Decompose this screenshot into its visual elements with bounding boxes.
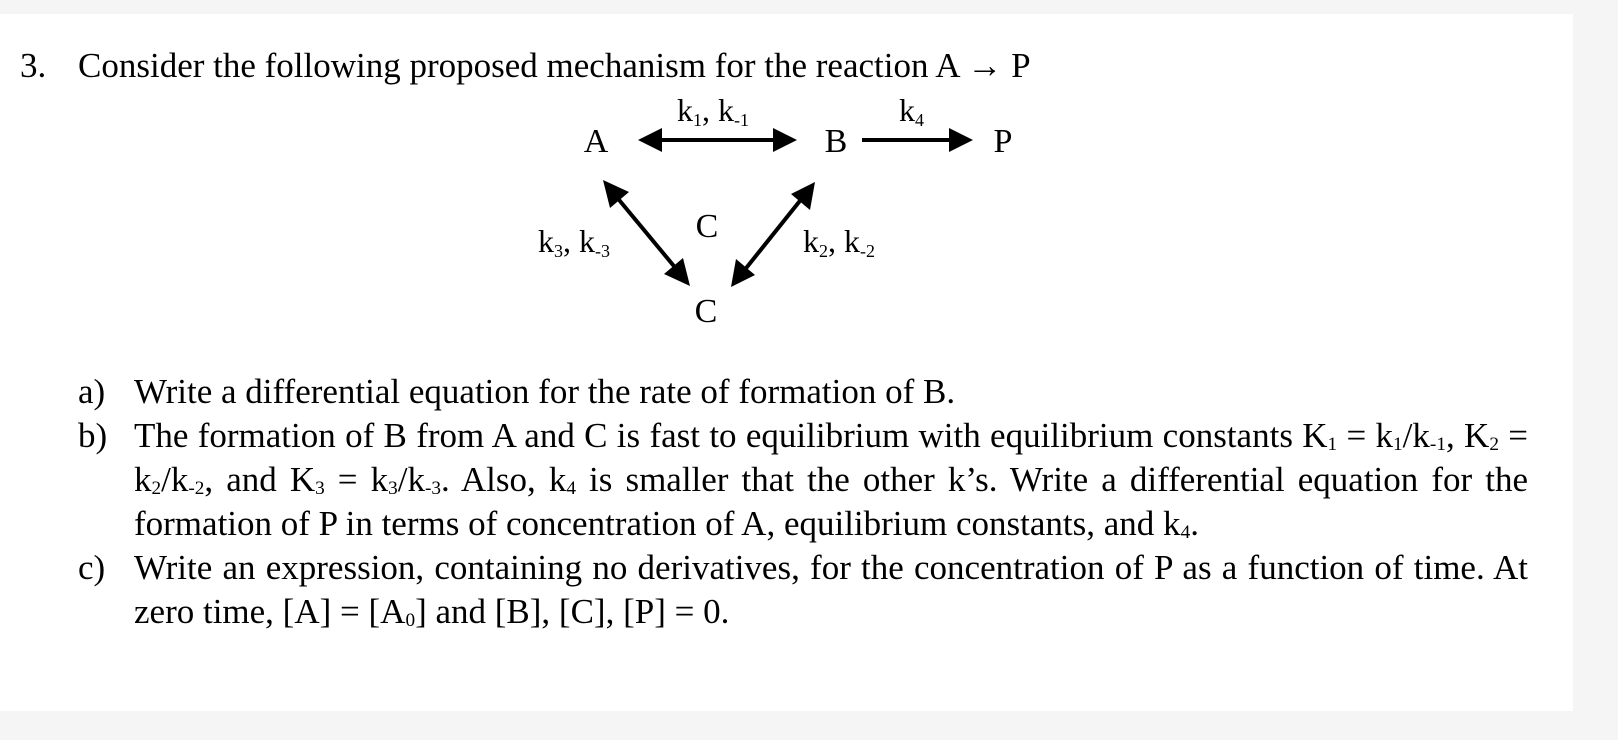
arrow-a-c-double — [603, 180, 690, 286]
question-number: 3. — [20, 46, 47, 85]
part-c — [78, 546, 1528, 634]
rate-label-a-c: k3, k-3 — [538, 223, 610, 261]
species-b: B — [824, 122, 848, 160]
part-a-label: a) — [78, 372, 106, 411]
species-a: A — [583, 122, 609, 160]
rate-label-b-p: k4 — [899, 92, 924, 130]
arrow-a-b-double — [638, 128, 797, 152]
part-b-label: b) — [78, 416, 108, 455]
question-prompt: Consider the following proposed mechanism for the reaction A → P — [78, 46, 1031, 85]
part-a-text: Write a differential equation for the rate of formation of B. — [134, 372, 956, 411]
part-a — [78, 370, 1528, 414]
part-c-text: Write an expression, containing no derivatives, for the concentration of P as a function of time. At zero time, $[A] = [A_0]$ and [B], [C], [P] = 0. — [134, 548, 1528, 631]
part-b — [78, 414, 1528, 546]
species-c-center: C — [695, 207, 719, 245]
part-b-text: The formation of B from A and C is fast to equilibrium with equilibrium constants $K_1 = k_1/k_{-1}$, $K_2 = k_2/k_{-2}$, and $K_3 = k_3/k_{-3}$. Also, $k_4$ is smaller that the other k’s. Write a differential equation for the formation of P in terms of concentration of A, equilibrium constants, and $k_4$. — [134, 416, 1528, 543]
question-parts — [78, 370, 1528, 634]
species-c-bottom: C — [694, 292, 718, 330]
document-page — [0, 14, 1573, 711]
rate-label-a-b: k1, k-1 — [677, 92, 749, 130]
species-p: P — [993, 122, 1013, 160]
rate-label-b-c: k2, k-2 — [803, 223, 875, 261]
part-c-label: c) — [78, 548, 106, 587]
arrow-b-p — [862, 128, 973, 152]
